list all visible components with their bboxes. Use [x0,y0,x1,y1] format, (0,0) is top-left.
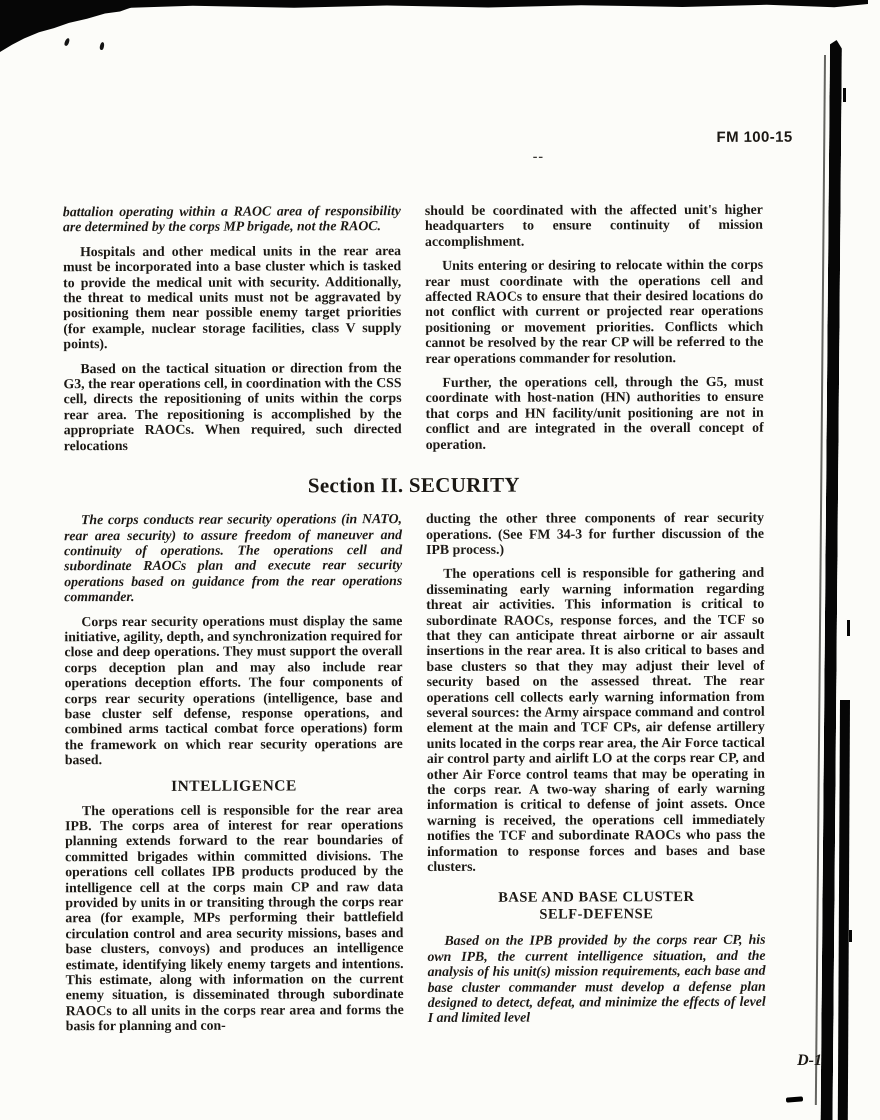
scan-artifact-right-edge-lower [838,700,850,1120]
section-ii-left-column [64,511,404,1043]
body-paragraph: ducting the other three components of rear security operations. (See FM 34-3 for further discussion of the IPB process.) [425,509,765,557]
base-defense-heading [427,889,765,924]
body-paragraph: Hospitals and other medical units in the rear area must be incorporated into a base cluster which is tasked to provide the medical unit with security. Additionally, the threat to medical units must not be aggravated by positioning them near possible enemy target priorities (for example, nuclear storage facilities, class V supply points). [63,242,402,352]
heading-line: BASE AND BASE CLUSTER [498,889,695,907]
body-paragraph: Units entering or desiring to relocate within the corps rear must coordinate with the operations cell and affected RAOCs to ensure that their desired locations do not conflict with current or projected rear operations positioning or movement priorities. Conflicts which cannot be resolved by the rear CP will be referred to the rear operations commander for resolution. [425,256,764,366]
body-paragraph: should be coordinated with the affected unit's higher headquarters to ensure continuity of mission accomplishment. [424,201,763,249]
heading-line: SELF-DEFENSE [539,906,654,924]
section-ii-heading: Section II. SECURITY [307,472,520,498]
body-paragraph: The operations cell is responsible for gathering and disseminating early warning information regarding threat air activities. This information is critical to subordinate RAOCs, response forces, and the TCF so that they can anticipate threat airborne or air assault insertions in the rear area. It is also critical to bases and base clusters so that they may adjust their level of security based on the assessed threat. The rear operations cell collects early warning information from several sources: the Army airspace command and control element at the main and TCF CPs, air defense artillery units located in the corps rear area, the Air Force tactical air control party and airlift LO at the corps rear CP, and other Air Force control teams that may be operating in the corps rear. A two-way sharing of early warning information is critical to defense of joint assets. Once warning is received, the operations cell immediately notifies the TCF and subordinate RAOCs who pass the information to response forces and bases and base clusters. [426,565,766,874]
section-i-right-column [425,202,764,461]
document-number: FM 100-15 [716,128,793,146]
scan-tick [843,88,846,102]
body-paragraph: Further, the operations cell, through the G5, must coordinate with host-nation (HN) authorities to ensure that corps and HN facility/unit positioning are not in conflict and are integrated in the overall concept of operation. [425,373,764,452]
scan-tick [847,620,850,636]
body-paragraph: Based on the tactical situation or direction from the G3, the rear operations cell, in coordination with the CSS cell, directs the repositioning of units within the corps rear area. The repositioning is accomplished by the appropriate RAOCs. When required, such directed relocations [63,359,402,453]
section-ii-right-column [426,510,766,1042]
section-i-columns [63,202,764,463]
section-i-left-column [63,203,402,462]
section-ii-columns [64,510,766,1043]
page-number: D-1 [797,1052,822,1069]
body-paragraph: The operations cell is responsible for the rear area IPB. The corps area of interest for rear operations planning extends forward to the rear boundaries of committed brigades within committed divisions. The operations cell collates IPB products produced by the intelligence cell at the corps main CP and raw data provided by units in or transiting through the corps rear area (for example, MPs performing their battlefield circulation control and area security missions, bases and base clusters, convoys) and produces an intelligence estimate, identifying likely enemy targets and intentions. This estimate, along with information on the current enemy situation, is disseminated through subordinate RAOCs to all units in the corps rear area and forms the basis for planning and con- [65,801,404,1034]
page-content [62,0,793,1043]
body-paragraph: Based on the IPB provided by the corps rear CP, his own IPB, the current intelligence situation, and the analysis of his unit(s) mission requirements, each base and base cluster commander must develop a defense plan designed to detect, defeat, and minimize the effects of level I and limited level [427,932,766,1026]
stray-mark: -- [532,149,545,165]
body-paragraph: The corps conducts rear security operations (in NATO, rear area security) to assure freedom of maneuver and continuity of operations. The operations cell and subordinate RAOCs plan and execute rear security operations based on guidance from the rear operations commander. [64,511,403,605]
body-paragraph: Corps rear security operations must display the same initiative, agility, depth, and synchronization required for close and deep operations. They must support the overall corps deception plan and may also include rear operations deception efforts. The four components of corps rear security operations (intelligence, base and base cluster self defense, response operations, and combined arms tactical combat force operations) form the framework on which rear security operations are based. [64,612,403,768]
body-paragraph: battalion operating within a RAOC area of responsibility are determined by the corps MP brigade, not the RAOC. [62,203,401,235]
scan-artifact-bottom-dash [786,1096,803,1102]
scan-tick [849,930,852,942]
intelligence-heading: INTELLIGENCE [171,777,297,795]
